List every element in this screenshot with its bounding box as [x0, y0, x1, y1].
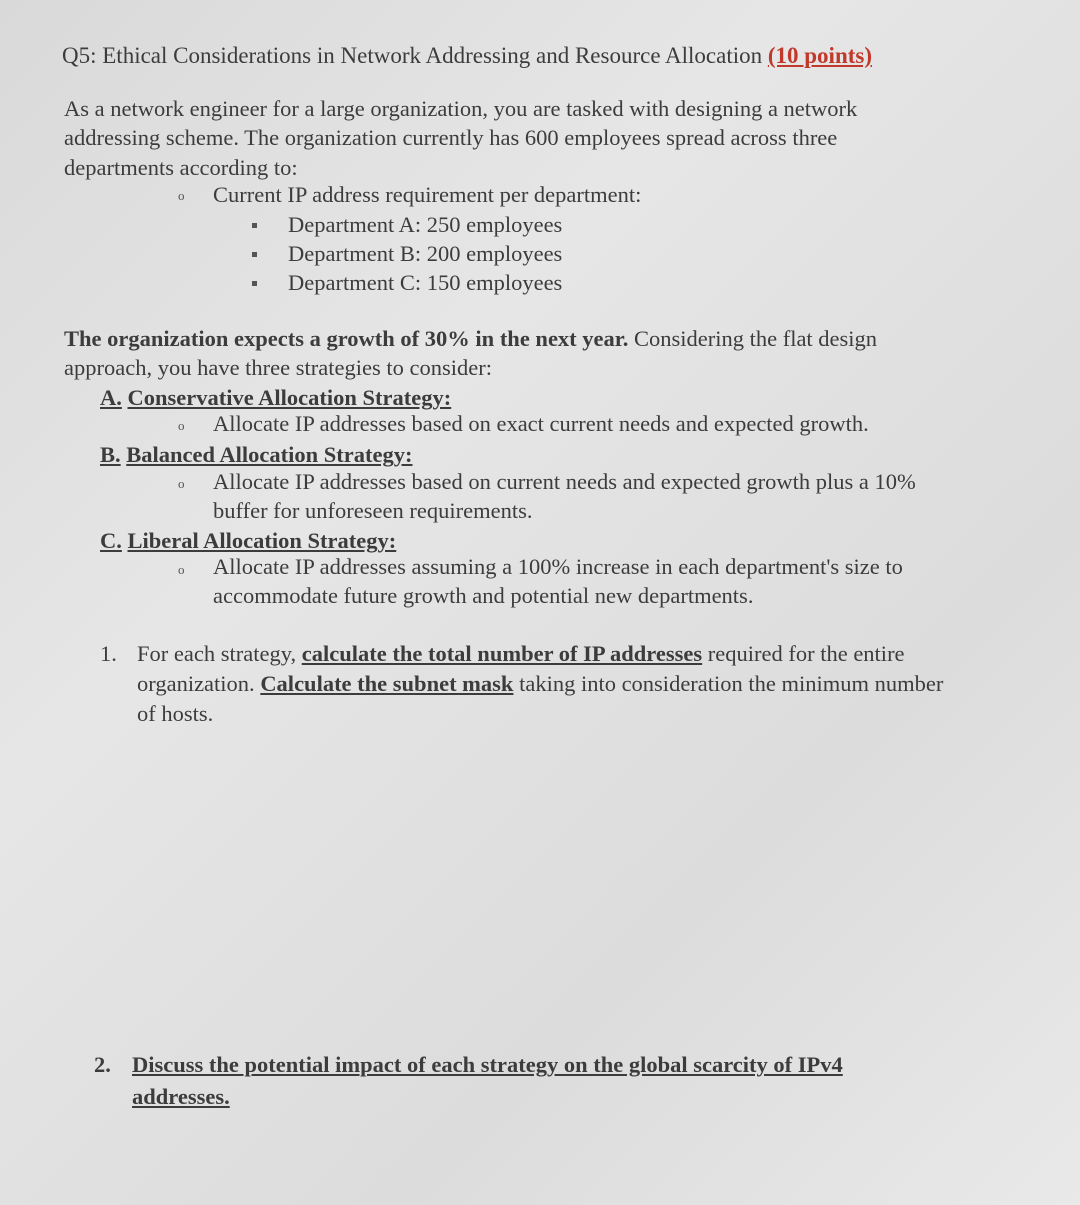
points-label: (10 points)	[767, 43, 873, 68]
requirement-heading: Current IP address requirement per department:	[213, 182, 642, 207]
square-bullet-icon	[252, 252, 257, 257]
strategy-b-desc-2: buffer for unforeseen requirements.	[213, 498, 533, 523]
growth-bold: The organization expects a growth of 30% in the next year.	[64, 326, 629, 351]
circle-bullet-icon: o	[178, 418, 185, 433]
strategy-b-heading	[100, 441, 413, 469]
strategy-letter: B.	[100, 442, 121, 467]
q1-emphasis-2: Calculate the subnet mask	[260, 671, 514, 696]
strategy-a-heading	[100, 384, 451, 412]
q1-line-3: of hosts.	[137, 701, 214, 726]
growth-rest: Considering the flat design	[628, 326, 878, 351]
q1-text: organization.	[137, 671, 261, 696]
strategy-c-desc-2: accommodate future growth and potential new departments.	[213, 583, 754, 608]
strategy-letter: C.	[100, 528, 122, 553]
square-bullet-icon	[252, 281, 257, 286]
strategy-letter: A.	[100, 385, 122, 410]
strategy-name: Balanced Allocation Strategy:	[126, 442, 413, 467]
q1-text: taking into consideration the minimum number	[513, 671, 944, 696]
square-bullet-icon	[252, 223, 257, 228]
strategy-name: Conservative Allocation Strategy:	[127, 385, 452, 410]
growth-line-2: approach, you have three strategies to consider:	[64, 355, 492, 380]
q1-emphasis-1: calculate the total number of IP addresses	[301, 641, 703, 666]
q2-number: 2.	[94, 1052, 111, 1077]
q2-line-1: Discuss the potential impact of each strategy on the global scarcity of IPv4	[132, 1052, 843, 1077]
department-a: Department A: 250 employees	[288, 212, 563, 237]
q1-text: For each strategy,	[137, 641, 302, 666]
growth-line-1	[64, 325, 877, 353]
intro-line-3: departments according to:	[64, 155, 298, 180]
department-b: Department B: 200 employees	[288, 241, 563, 266]
question-label: Q5:	[62, 43, 97, 68]
question-title	[62, 42, 872, 70]
strategy-c-heading	[100, 527, 396, 555]
question-title-text: Ethical Considerations in Network Addressing and Resource Allocation	[102, 43, 763, 68]
circle-bullet-icon: o	[178, 562, 185, 577]
strategy-a-desc: Allocate IP addresses based on exact current needs and expected growth.	[213, 411, 869, 436]
q2-line-2: addresses.	[132, 1084, 230, 1109]
strategy-name: Liberal Allocation Strategy:	[127, 528, 397, 553]
q1-line-1	[137, 640, 905, 668]
intro-line-2: addressing scheme. The organization currently has 600 employees spread across three	[64, 125, 838, 150]
circle-bullet-icon: o	[178, 188, 185, 203]
strategy-b-desc-1: Allocate IP addresses based on current needs and expected growth plus a 10%	[213, 469, 916, 494]
circle-bullet-icon: o	[178, 476, 185, 491]
q1-number: 1.	[100, 641, 117, 666]
department-c: Department C: 150 employees	[288, 270, 563, 295]
intro-line-1: As a network engineer for a large organization, you are tasked with designing a network	[64, 96, 858, 121]
q1-text: required for the entire	[702, 641, 905, 666]
q1-line-2	[137, 670, 943, 698]
strategy-c-desc-1: Allocate IP addresses assuming a 100% increase in each department's size to	[213, 554, 903, 579]
